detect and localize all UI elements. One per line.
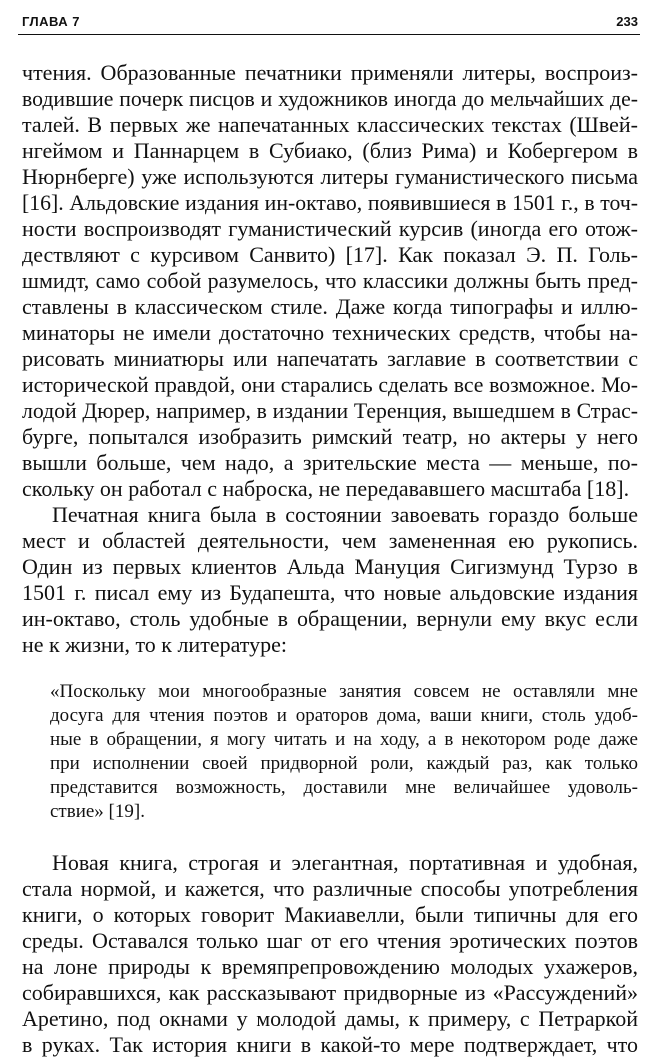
text-line: шмидт, само собой разумелось, что классики должны быть пред- [22,268,638,293]
quote-line: представится возможность, доставили мне величайшее удоволь- [50,777,638,798]
text-line: стала нормой, и кажется, что различные способы употребления [22,876,638,901]
text-line: талей. В первых же напечатанных классических текстах (Швей- [22,112,638,137]
quote-line: досуга для чтения поэтов и ораторов дома, ваши книги, столь удоб- [50,705,638,726]
text-line: водившие почерк писцов и художников иногда до мельчайших де- [22,87,638,111]
text-line: Новая книга, строгая и элегантная, портативная и удобная, [52,850,638,875]
text-line: минаторы не имели достаточно технических средств, чтобы на- [22,320,638,345]
text-line: Печатная книга была в состоянии завоевать гораздо больше [52,502,638,527]
page-header [18,10,640,35]
page-number: 233 [616,14,638,29]
text-line: книги, о которых говорит Макиавелли, были типичны для его [22,902,638,927]
text-line: чтения. Образованные печатники применяли литеры, воспроиз- [22,60,638,85]
quote-line: «Поскольку мои многообразные занятия совсем не оставляли мне [50,681,638,702]
text-line: вышли больше, чем надо, а зрительские места — меньше, по- [22,450,638,475]
text-line: Нюрнберге) уже используются литеры гуманистического письма [22,164,638,189]
text-line: дествляют с курсивом Санвито) [17]. Как показал Э. П. Голь- [22,242,638,267]
text-line: рисовать миниатюры или напечатать заглавие в соответствии с [22,346,638,371]
quote-line: ствие» [19]. [50,801,145,822]
text-line: лодой Дюрер, например, в издании Теренция, вышедшем в Страс- [22,399,638,423]
text-line: в руках. Так история книги в какой-то мере подтверждает, что [22,1032,638,1057]
text-line: исторической правдой, они старались сделать все возможное. Мо- [22,373,638,397]
text-line: не к жизни, то к литературе: [22,632,287,657]
text-line: бурге, попытался изобразить римский театр, но актеры у него [22,424,638,449]
text-line: ставлены в классическом стиле. Даже когда типографы и иллю- [22,294,638,319]
quote-line: ные в обращении, я могу читать и на ходу, а в некотором роде даже [50,729,638,750]
text-line: 1501 г. писал ему из Будапешта, что новые альдовские издания [22,580,638,605]
text-line: мест и областей деятельности, чем замененная ею рукопись. [22,528,638,553]
text-line: скольку он работал с наброска, не передававшего масштаба [18]. [22,476,630,501]
text-line: на лоне природы к времяпрепровождению молодых ухажеров, [22,954,638,979]
text-line: собиравшихся, как рассказывают придворные из «Рассуждений» [22,980,638,1005]
text-line: [16]. Альдовские издания ин-октаво, появившиеся в 1501 г., в точ- [22,191,638,215]
text-line: ин-октаво, столь удобные в обращении, вернули ему вкус если [22,606,638,631]
text-line: ности воспроизводят гуманистический курсив (иногда его отож- [22,216,638,241]
running-head: ГЛАВА 7 [22,14,81,29]
quote-line: при исполнении своей придворной роли, каждый раз, как только [50,753,638,774]
text-line: Аретино, под окнами у молодой дамы, к примеру, с Петраркой [22,1006,638,1031]
text-line: Один из первых клиентов Альда Мануция Сигизмунд Турзо в [22,554,638,579]
text-line: нгеймом и Паннарцем в Субиако, (близ Рима) и Кобергером в [22,138,638,163]
text-line: среды. Оставался только шаг от его чтения эротических поэтов [22,928,638,953]
